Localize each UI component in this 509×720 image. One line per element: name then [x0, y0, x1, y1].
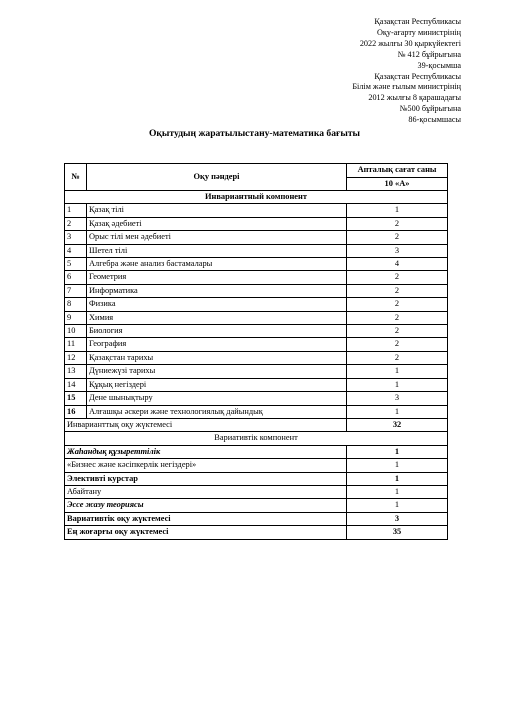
subject-name: Дүниежүзі тарихы [87, 365, 347, 378]
row-number: 8 [65, 298, 87, 311]
invariant-total-row [65, 418, 448, 431]
table-row [65, 499, 448, 512]
order-reference-line: 2022 жылғы 30 қыркүйектегі [359, 38, 461, 48]
weekly-hours: 1 [347, 472, 448, 485]
order-reference-line: №500 бұйрығына [399, 104, 461, 114]
table-row [65, 325, 448, 338]
subject-name: Информатика [87, 284, 347, 297]
row-number: 7 [65, 284, 87, 297]
column-header-class: 10 «А» [347, 177, 448, 191]
section-header-row [65, 191, 448, 204]
variative-component-header: Вариативтік компонент [65, 432, 448, 445]
table-header-row [65, 164, 448, 178]
weekly-hours: 4 [347, 258, 448, 271]
subject-name: Элективті курстар [65, 472, 347, 485]
table-row [65, 338, 448, 351]
column-header-number: № [65, 164, 87, 191]
invariant-component-header: Инвариантный компонент [65, 191, 448, 204]
table-row [65, 351, 448, 364]
subject-name: Ең жоғарғы оқу жүктемесі [65, 526, 347, 539]
order-reference-line: 86-қосымшасы [408, 115, 461, 125]
weekly-hours: 1 [347, 365, 448, 378]
curriculum-table [64, 163, 448, 540]
table-row [65, 231, 448, 244]
weekly-hours: 2 [347, 338, 448, 351]
weekly-hours: 35 [347, 526, 448, 539]
row-number: 1 [65, 204, 87, 217]
order-reference-line: Қазақстан Республикасы [374, 17, 461, 26]
row-number: 2 [65, 217, 87, 230]
subject-name: Жаһандық құзыреттілік [65, 445, 347, 458]
page-title: Оқытудың жаратылыстану-математика бағыты [148, 128, 361, 139]
subject-name: Орыс тілі мен әдебиеті [87, 231, 347, 244]
table-row [65, 204, 448, 217]
subject-name: Қазақстан тарихы [87, 351, 347, 364]
subject-name: Қазақ тілі [87, 204, 347, 217]
table-row [65, 512, 448, 525]
column-header-weekly-hours: Апталық сағат саны [347, 164, 448, 178]
weekly-hours: 2 [347, 284, 448, 297]
order-reference-line: Қазақстан Республикасы [374, 71, 461, 81]
weekly-hours: 3 [347, 244, 448, 257]
table-row [65, 459, 448, 472]
row-number: 6 [65, 271, 87, 284]
column-header-subjects: Оқу пәндері [87, 164, 347, 191]
weekly-hours: 3 [347, 392, 448, 405]
subject-name: Физика [87, 298, 347, 311]
row-number: 9 [65, 311, 87, 324]
table-row [65, 258, 448, 271]
row-number: 15 [65, 392, 87, 405]
order-reference-line: № 412 бұйрығына [397, 49, 461, 59]
table-row [65, 311, 448, 324]
order-reference-line: 39-қосымша [417, 60, 461, 70]
row-number: 12 [65, 351, 87, 364]
row-number: 11 [65, 338, 87, 351]
table-row [65, 445, 448, 458]
order-reference-line: Оқу-ағарту министрінің [377, 27, 461, 37]
table-row [65, 526, 448, 539]
row-number: 16 [65, 405, 87, 418]
row-number: 3 [65, 231, 87, 244]
weekly-hours: 1 [347, 405, 448, 418]
subject-name: Шетел тілі [87, 244, 347, 257]
subject-name: Дене шынықтыру [87, 392, 347, 405]
subject-name: Қазақ әдебиеті [87, 217, 347, 230]
row-number: 14 [65, 378, 87, 391]
row-number: 10 [65, 325, 87, 338]
order-reference-block [261, 17, 461, 126]
table-row [65, 378, 448, 391]
order-reference-line: 2012 жылғы 8 қарашадағы [368, 93, 461, 103]
weekly-hours: 1 [347, 459, 448, 472]
invariant-total-label: Инварианттық оқу жүктемесі [65, 418, 347, 431]
table-row [65, 284, 448, 297]
subject-name: Эссе жазу теориясы [65, 499, 347, 512]
weekly-hours: 2 [347, 311, 448, 324]
weekly-hours: 1 [347, 378, 448, 391]
table-row [65, 405, 448, 418]
row-number: 13 [65, 365, 87, 378]
weekly-hours: 1 [347, 204, 448, 217]
subject-name: География [87, 338, 347, 351]
row-number: 4 [65, 244, 87, 257]
subject-name: Вариативтік оқу жүктемесі [65, 512, 347, 525]
weekly-hours: 2 [347, 325, 448, 338]
subject-name: Құқық негіздері [87, 378, 347, 391]
subject-name: Абайтану [65, 485, 347, 498]
subject-name: Биология [87, 325, 347, 338]
weekly-hours: 1 [347, 485, 448, 498]
weekly-hours: 2 [347, 351, 448, 364]
table-row [65, 298, 448, 311]
subject-name: «Бизнес және кәсіпкерлік негіздері» [65, 459, 347, 472]
weekly-hours: 3 [347, 512, 448, 525]
row-number: 5 [65, 258, 87, 271]
subject-name: Алғашқы әскери және технологиялық дайындық [87, 405, 347, 418]
order-reference-line: Білім және ғылым министрінің [352, 82, 461, 92]
section-header-row [65, 432, 448, 445]
weekly-hours: 1 [347, 499, 448, 512]
subject-name: Геометрия [87, 271, 347, 284]
table-row [65, 472, 448, 485]
table-row [65, 244, 448, 257]
weekly-hours: 2 [347, 298, 448, 311]
weekly-hours: 2 [347, 231, 448, 244]
table-row [65, 217, 448, 230]
weekly-hours: 1 [347, 445, 448, 458]
table-row [65, 392, 448, 405]
weekly-hours: 2 [347, 217, 448, 230]
invariant-total-value: 32 [347, 418, 448, 431]
table-row [65, 485, 448, 498]
subject-name: Алгебра және анализ бастамалары [87, 258, 347, 271]
subject-name: Химия [87, 311, 347, 324]
weekly-hours: 2 [347, 271, 448, 284]
table-row [65, 271, 448, 284]
table-row [65, 365, 448, 378]
